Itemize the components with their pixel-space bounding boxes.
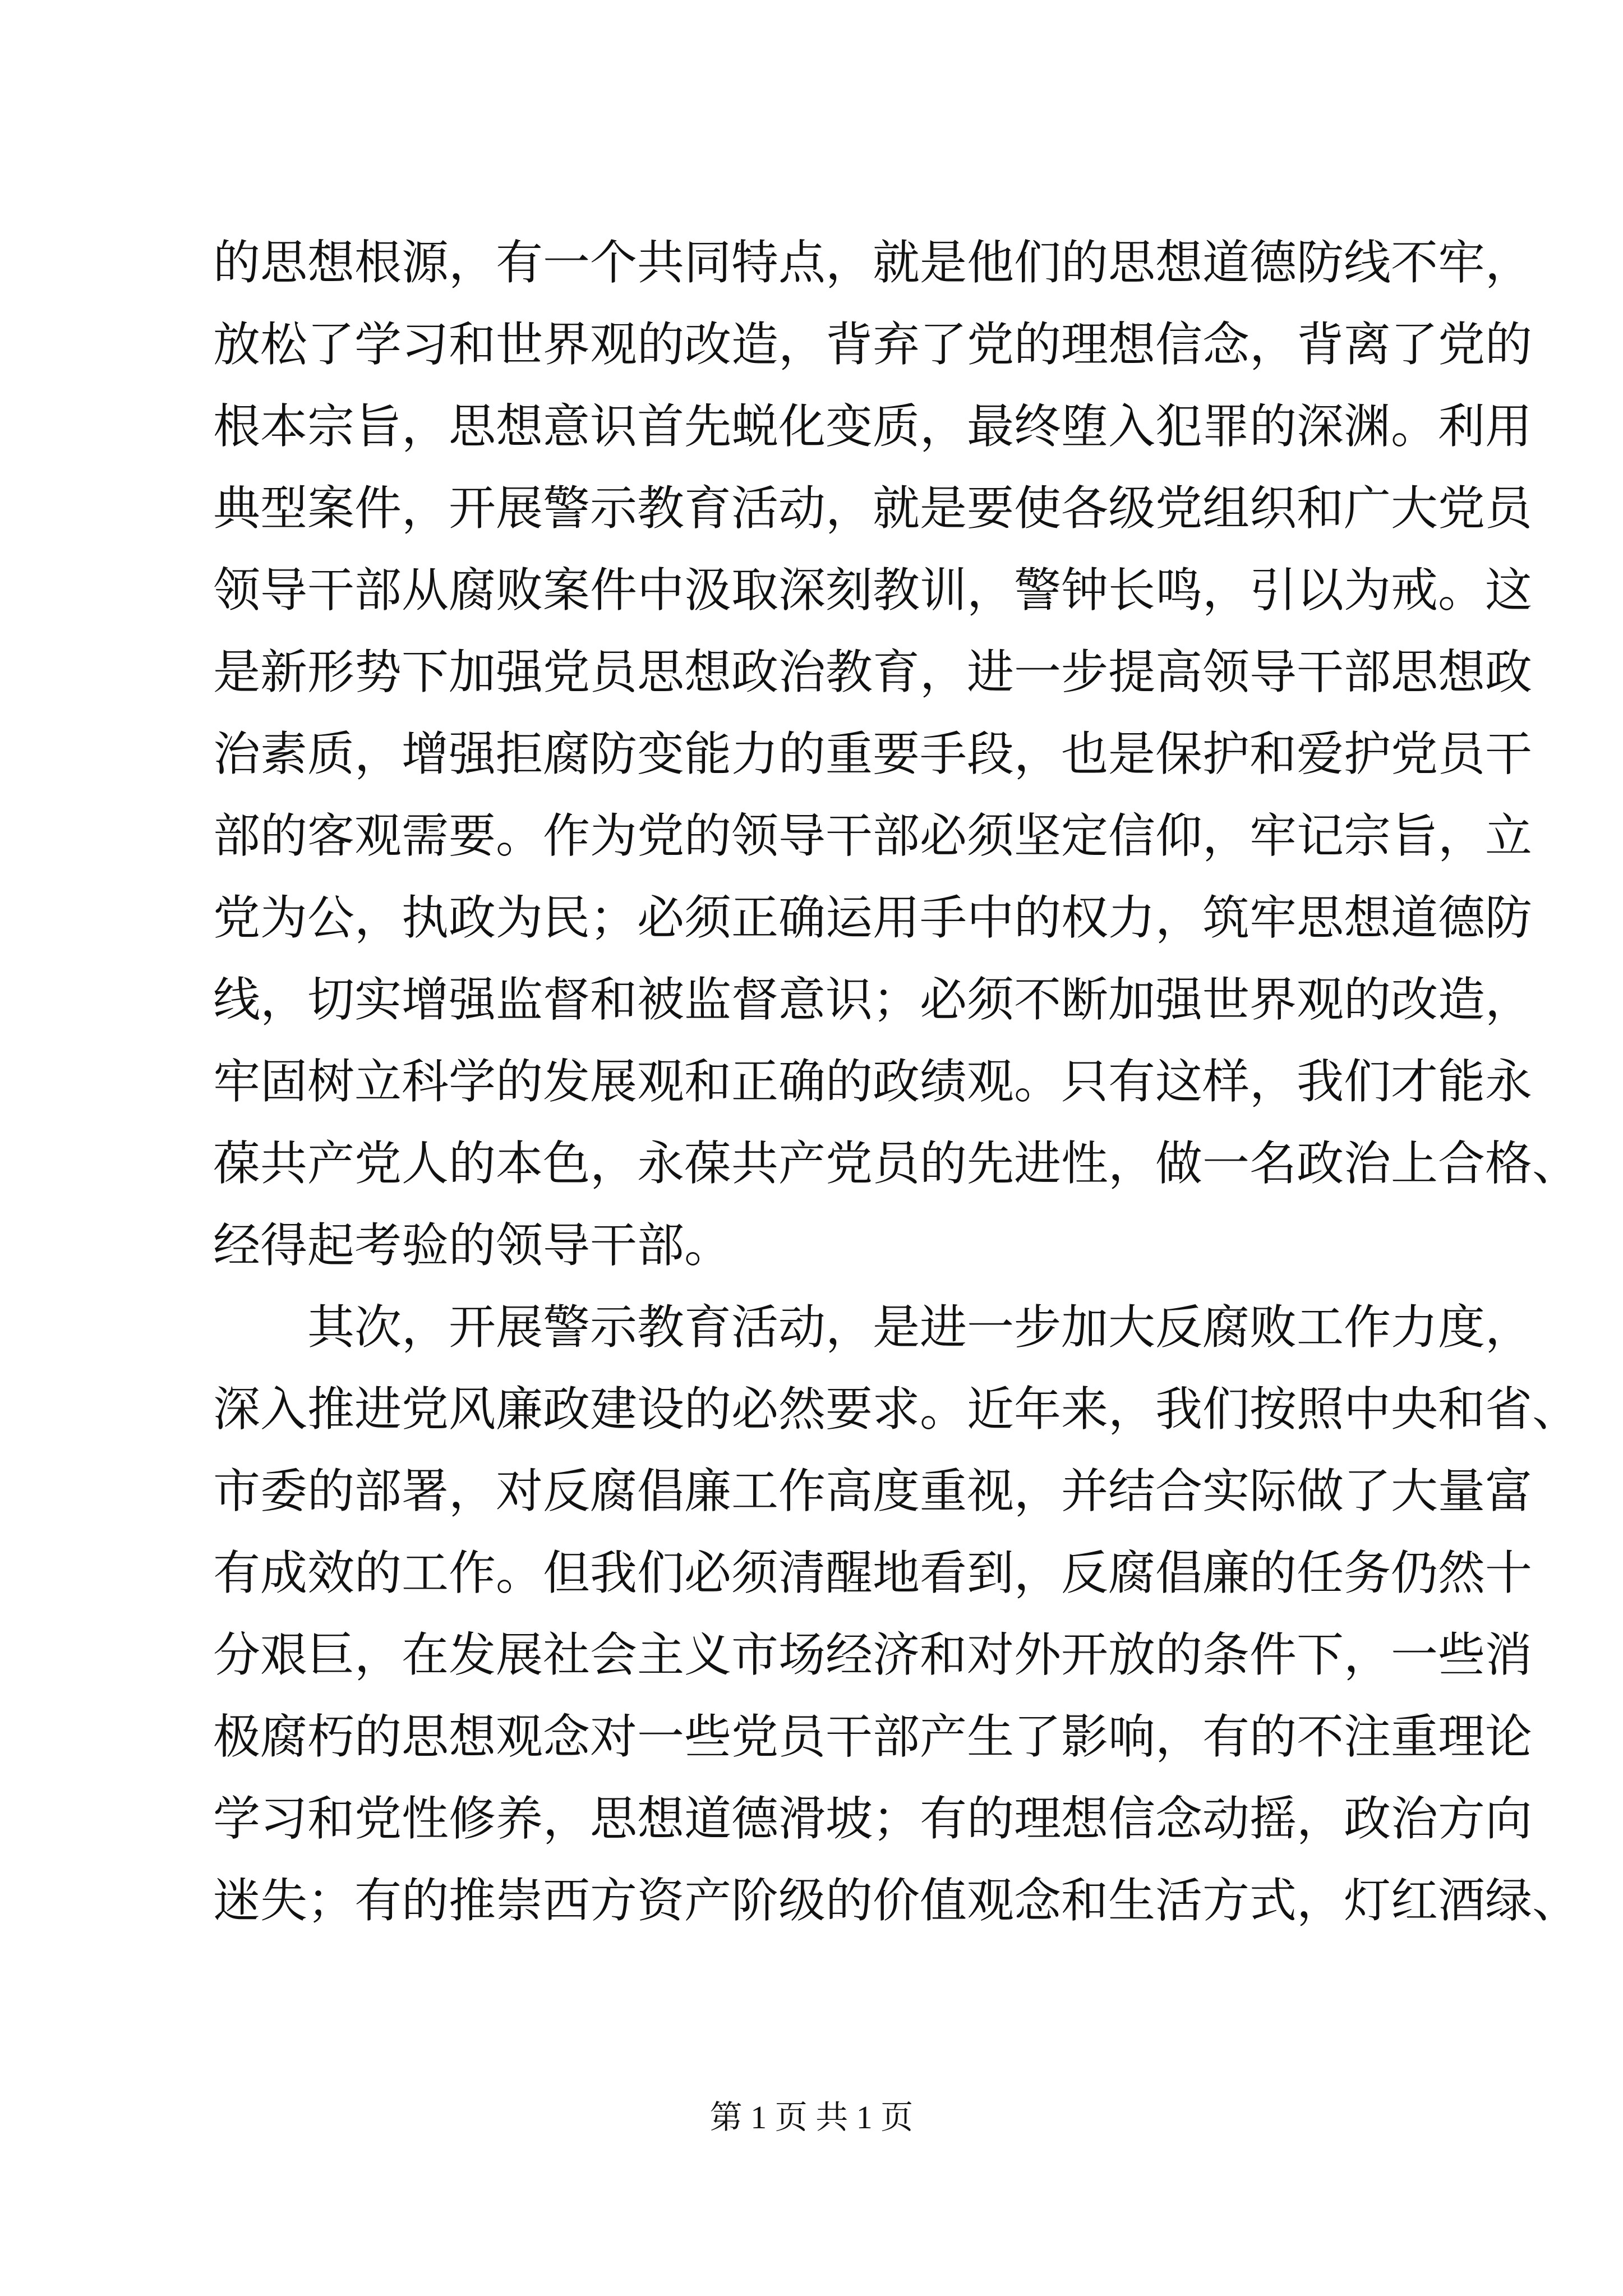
text-line: 牢固树立科学的发展观和正确的政绩观。只有这样，我们才能永 <box>213 1054 1533 1109</box>
text-line: 分艰巨，在发展社会主义市场经济和对外开放的条件下，一些消 <box>213 1627 1533 1682</box>
text-line: 经得起考验的领导干部。 <box>213 1218 732 1273</box>
text-line: 部的客观需要。作为党的领导干部必须坚定信仰，牢记宗旨，立 <box>213 808 1533 863</box>
text-line: 治素质，增强拒腐防变能力的重要手段，也是保护和爱护党员干 <box>213 726 1533 781</box>
text-line: 的思想根源，有一个共同特点，就是他们的思想道德防线不牢， <box>213 235 1533 290</box>
page-footer: 第 1 页 共 1 页 <box>709 2099 914 2136</box>
document-body <box>213 222 1580 1941</box>
text-line: 典型案件，开展警示教育活动，就是要使各级党组织和广大党员 <box>213 481 1533 536</box>
text-line: 有成效的工作。但我们必须清醒地看到，反腐倡廉的任务仍然十 <box>213 1545 1533 1600</box>
text-line: 放松了学习和世界观的改造，背弃了党的理想信念，背离了党的 <box>213 317 1533 372</box>
paragraph-first-line: 其次，开展警示教育活动，是进一步加大反腐败工作力度， <box>307 1300 1533 1355</box>
text-line: 葆共产党人的本色，永葆共产党员的先进性，做一名政治上合格、 <box>213 1136 1580 1191</box>
text-line: 是新形势下加强党员思想政治教育，进一步提高领导干部思想政 <box>213 645 1533 700</box>
text-line: 根本宗旨，思想意识首先蜕化变质，最终堕入犯罪的深渊。利用 <box>213 399 1533 454</box>
text-line: 极腐朽的思想观念对一些党员干部产生了影响，有的不注重理论 <box>213 1709 1533 1764</box>
text-line: 深入推进党风廉政建设的必然要求。近年来，我们按照中央和省、 <box>213 1382 1580 1437</box>
text-line: 市委的部署，对反腐倡廉工作高度重视，并结合实际做了大量富 <box>213 1464 1533 1519</box>
text-line: 学习和党性修养，思想道德滑坡；有的理想信念动摇，政治方向 <box>213 1791 1533 1846</box>
text-line: 线，切实增强监督和被监督意识；必须不断加强世界观的改造， <box>213 972 1533 1027</box>
text-line: 领导干部从腐败案件中汲取深刻教训，警钟长鸣，引以为戒。这 <box>213 563 1533 618</box>
text-line: 党为公，执政为民；必须正确运用手中的权力，筑牢思想道德防 <box>213 890 1533 945</box>
text-line: 迷失；有的推崇西方资产阶级的价值观念和生活方式，灯红酒绿、 <box>213 1873 1580 1928</box>
